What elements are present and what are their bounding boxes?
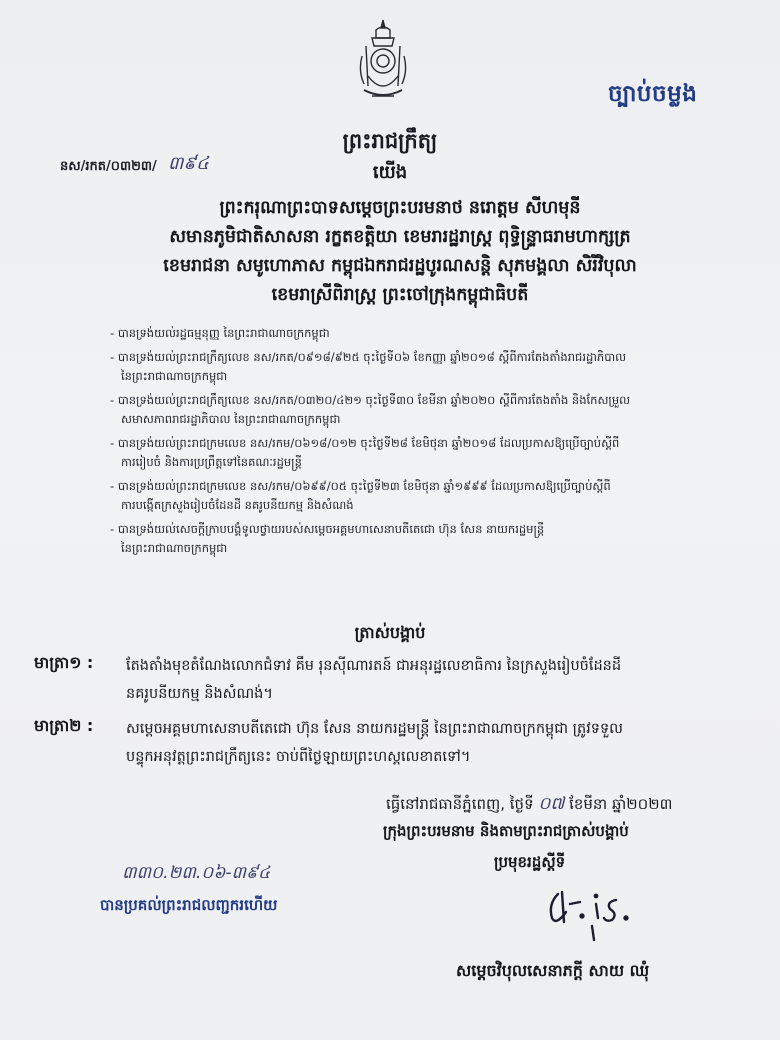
copy-stamp-label: ច្បាប់ចម្លង [608, 81, 698, 107]
royal-title-line: ខេមរាជនា សមូហោភាស កម្ពុជឯករាជរដ្ឋបូរណសន្តិ សុភមង្គលា សិរីវិបុលា [163, 256, 637, 276]
legal-basis-item: - បានទ្រង់យល់រដ្ឋធម្មនុញ្ញ នៃព្រះរាជាណាចក្រកម្ពុជា [110, 324, 750, 343]
article-1 [34, 652, 754, 708]
handwritten-day: ០៧ [538, 794, 565, 814]
legal-basis-list [110, 324, 750, 563]
acting-head-of-state-title: ប្រមុខរដ្ឋស្តីទី [494, 853, 566, 871]
legal-basis-item: - បានទ្រង់យល់ព្រះរាជក្រមលេខ នស/រកម/០៦១៨/០១២ ចុះថ្ងៃទី២៨ ខែមិថុនា ឆ្នាំ២០១៨ ដែលប្រកាសឱ្យប្រើច្បាប់ស្តីពី ការរៀបចំ និងការប្រព្រឹត្តទៅនៃគណៈរដ្ឋមន្ត្រី [110, 434, 750, 472]
legal-basis-item: - បានទ្រង់យល់ព្រះរាជក្រឹត្យលេខ នស/រកត/០៣២០/៤២១ ចុះថ្ងៃទី៣០ ខែមីនា ឆ្នាំ២០២០ ស្តីពីការតែងតាំង និងកែសម្រួល សមាសភាពរាជរដ្ឋាភិបាល នៃព្រះរាជាណាចក្រកម្ពុជា [110, 391, 750, 429]
registry-number-handwritten: ៣៣០.២៣.០៦-៣៩៤ [122, 863, 271, 883]
reference-number: នស/រកត/០៣២៣/ [60, 159, 157, 174]
royal-title-block [70, 194, 730, 310]
place-and-date: ធ្វើនៅរាជធានីភ្នំពេញ, ថ្ងៃទី ០៧ ខែមីនា ឆ្នាំ២០២៣ [386, 794, 673, 814]
article-label: មាត្រា១ : [34, 653, 94, 672]
submission-line: ក្រុងព្រះបរមនាម និងតាមព្រះរាជត្រាស់បង្គាប់ [383, 822, 629, 840]
reference-number-handwritten: ៣៩៤ [168, 153, 209, 174]
royal-title-line: សមានភូមិជាតិសាសនា រក្ខតខត្តិយា ខេមរារដ្ឋរាស្ត្រ ពុទ្ធិន្ទ្រាធរាមហាក្សត្រ [169, 227, 631, 247]
legal-basis-item: - បានទ្រង់យល់ព្រះរាជក្រឹត្យលេខ នស/រកត/០៩១៨/៩២៥ ចុះថ្ងៃទី០៦ ខែកញ្ញា ឆ្នាំ២០១៨ ស្តីពីការតែងតាំងរាជរដ្ឋាភិបាល នៃព្រះរាជាណាចក្រកម្ពុជា [110, 348, 750, 386]
royal-title-line: ខេមរាស្រីពិរាស្ត្រ ព្រះចៅក្រុងកម្ពុជាធិបតី [271, 285, 529, 305]
royal-coat-of-arms-icon [354, 16, 412, 106]
we-heading: យើង [372, 162, 408, 183]
royal-title-line: ព្រះករុណាព្រះបាទសម្តេចព្រះបរមនាថ នរោត្តម សីហមុនី [219, 198, 581, 218]
article-label: មាត្រា២ : [34, 716, 94, 735]
article-text: សម្តេចអគ្គមហាសេនាបតីតេជោ ហ៊ុន សែន នាយករដ្ឋមន្ត្រី នៃព្រះរាជាណាចក្រកម្ពុជា ត្រូវទទួល បន្ទុកអនុវត្តព្រះរាជក្រឹត្យនេះ ចាប់ពីថ្ងៃឡាយព្រះហស្តលេខាតទៅ។ [126, 721, 623, 765]
decree-title: ព្រះរាជក្រឹត្យ [342, 129, 438, 153]
signature-icon [540, 882, 650, 942]
seal-applied-label: បានប្រគល់ព្រះរាជលញ្ជករហើយ [100, 896, 278, 914]
article-2 [34, 715, 754, 771]
legal-basis-item: - បានទ្រង់យល់ព្រះរាជក្រមលេខ នស/រកម/០៦៩៩/០៥ ចុះថ្ងៃទី២៣ ខែមិថុនា ឆ្នាំ១៩៩៩ ដែលប្រកាសឱ្យប្រើច្បាប់ស្តីពី ការបង្កើតក្រសួងរៀបចំដែនដី នគរូបនីយកម្ម និងសំណង់ [110, 477, 750, 515]
signatory-name: សម្តេចវិបុលសេនាភក្តី សាយ ឈុំ [456, 961, 650, 980]
article-text: តែងតាំងមុខតំណែងលោកជំទាវ គឹម រុនស៊ីណារតន៍ ជាអនុរដ្ឋលេខាធិការ នៃក្រសួងរៀបចំដែនដី នគរូបនីយកម្ម និងសំណង់។ [126, 658, 622, 702]
legal-basis-item: - បានទ្រង់យល់សេចក្តីក្រាបបង្គំទូលថ្វាយរបស់សម្តេចអគ្គមហាសេនាបតីតេជោ ហ៊ុន សែន នាយករដ្ឋមន្ត្រី នៃព្រះរាជាណាចក្រកម្ពុជា [110, 520, 750, 558]
order-heading: ត្រាស់បង្គាប់ [354, 623, 426, 642]
